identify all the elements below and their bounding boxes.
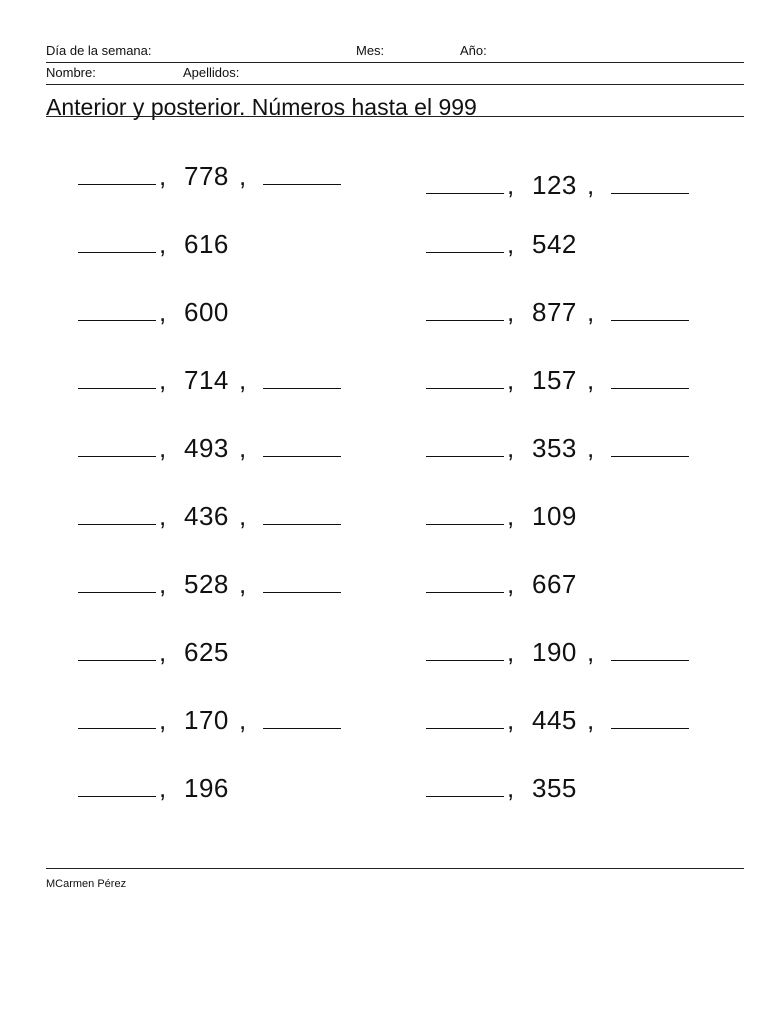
answer-blank-after[interactable] — [263, 524, 341, 525]
given-number: 542 — [532, 229, 577, 259]
comma-separator: , — [587, 297, 595, 327]
answer-blank-after[interactable] — [263, 184, 341, 185]
given-number: 600 — [184, 297, 229, 327]
comma-separator: , — [159, 297, 167, 327]
title-rule — [46, 116, 744, 117]
footer-rule — [46, 868, 744, 869]
given-number: 353 — [532, 433, 577, 463]
answer-blank-after[interactable] — [611, 320, 689, 321]
answer-blank-before[interactable] — [426, 456, 504, 457]
answer-blank-after[interactable] — [263, 592, 341, 593]
exercise-right-5 — [426, 429, 756, 469]
exercise-right-10 — [426, 769, 756, 809]
exercise-left-1 — [78, 157, 408, 197]
comma-separator: , — [587, 637, 595, 667]
given-number: 528 — [184, 569, 229, 599]
exercise-left-8 — [78, 633, 408, 673]
answer-blank-before[interactable] — [78, 660, 156, 661]
answer-blank-before[interactable] — [426, 524, 504, 525]
surname-label: Apellidos: — [183, 65, 240, 80]
answer-blank-after[interactable] — [611, 728, 689, 729]
answer-blank-after[interactable] — [611, 456, 689, 457]
answer-blank-before[interactable] — [78, 388, 156, 389]
comma-separator: , — [239, 705, 247, 735]
given-number: 445 — [532, 705, 577, 735]
answer-blank-before[interactable] — [78, 728, 156, 729]
comma-separator: , — [587, 433, 595, 463]
author-name: MCarmen Pérez — [46, 878, 127, 890]
exercise-right-7 — [426, 565, 756, 605]
answer-blank-after[interactable] — [263, 456, 341, 457]
comma-separator: , — [159, 433, 167, 463]
answer-blank-after[interactable] — [263, 728, 341, 729]
comma-separator: , — [587, 705, 595, 735]
answer-blank-before[interactable] — [78, 252, 156, 253]
comma-separator: , — [587, 170, 595, 200]
exercise-left-5 — [78, 429, 408, 469]
answer-blank-before[interactable] — [426, 592, 504, 593]
exercise-right-8 — [426, 633, 756, 673]
comma-separator: , — [159, 569, 167, 599]
answer-blank-after[interactable] — [611, 388, 689, 389]
comma-separator: , — [507, 569, 515, 599]
given-number: 355 — [532, 773, 577, 803]
comma-separator: , — [159, 705, 167, 735]
answer-blank-before[interactable] — [78, 524, 156, 525]
comma-separator: , — [507, 297, 515, 327]
exercise-left-2 — [78, 225, 408, 265]
day-of-week-label: Día de la semana: — [46, 43, 152, 58]
answer-blank-before[interactable] — [426, 320, 504, 321]
header-rule-middle — [46, 84, 744, 85]
given-number: 616 — [184, 229, 229, 259]
given-number: 196 — [184, 773, 229, 803]
answer-blank-before[interactable] — [426, 728, 504, 729]
header-rule-top — [46, 62, 744, 63]
answer-blank-before[interactable] — [426, 388, 504, 389]
exercise-left-10 — [78, 769, 408, 809]
given-number: 714 — [184, 365, 229, 395]
answer-blank-before[interactable] — [426, 796, 504, 797]
comma-separator: , — [159, 365, 167, 395]
comma-separator: , — [507, 705, 515, 735]
comma-separator: , — [507, 501, 515, 531]
answer-blank-before[interactable] — [426, 660, 504, 661]
answer-blank-before[interactable] — [78, 456, 156, 457]
year-label: Año: — [460, 43, 487, 58]
given-number: 493 — [184, 433, 229, 463]
exercise-left-4 — [78, 361, 408, 401]
comma-separator: , — [239, 501, 247, 531]
comma-separator: , — [507, 433, 515, 463]
given-number: 157 — [532, 365, 577, 395]
given-number: 778 — [184, 161, 229, 191]
comma-separator: , — [239, 569, 247, 599]
comma-separator: , — [159, 637, 167, 667]
answer-blank-before[interactable] — [78, 320, 156, 321]
answer-blank-after[interactable] — [611, 660, 689, 661]
name-label: Nombre: — [46, 65, 96, 80]
given-number: 109 — [532, 501, 577, 531]
comma-separator: , — [239, 161, 247, 191]
exercise-left-7 — [78, 565, 408, 605]
answer-blank-before[interactable] — [426, 193, 504, 194]
exercise-right-9 — [426, 701, 756, 741]
comma-separator: , — [507, 170, 515, 200]
exercise-left-6 — [78, 497, 408, 537]
exercise-right-3 — [426, 293, 756, 333]
answer-blank-before[interactable] — [78, 592, 156, 593]
comma-separator: , — [159, 773, 167, 803]
comma-separator: , — [239, 433, 247, 463]
exercise-right-4 — [426, 361, 756, 401]
comma-separator: , — [507, 229, 515, 259]
worksheet-title: Anterior y posterior. Números hasta el 999 — [46, 94, 477, 120]
given-number: 877 — [532, 297, 577, 327]
given-number: 436 — [184, 501, 229, 531]
given-number: 123 — [532, 170, 577, 200]
exercise-left-9 — [78, 701, 408, 741]
comma-separator: , — [239, 365, 247, 395]
answer-blank-before[interactable] — [78, 796, 156, 797]
comma-separator: , — [507, 637, 515, 667]
given-number: 625 — [184, 637, 229, 667]
comma-separator: , — [159, 229, 167, 259]
answer-blank-before[interactable] — [426, 252, 504, 253]
exercise-left-3 — [78, 293, 408, 333]
comma-separator: , — [159, 501, 167, 531]
comma-separator: , — [507, 365, 515, 395]
answer-blank-after[interactable] — [263, 388, 341, 389]
month-label: Mes: — [356, 43, 385, 58]
given-number: 170 — [184, 705, 229, 735]
comma-separator: , — [587, 365, 595, 395]
answer-blank-before[interactable] — [78, 184, 156, 185]
exercise-right-2 — [426, 225, 756, 265]
given-number: 667 — [532, 569, 577, 599]
exercise-right-6 — [426, 497, 756, 537]
comma-separator: , — [159, 161, 167, 191]
answer-blank-after[interactable] — [611, 193, 689, 194]
given-number: 190 — [532, 637, 577, 667]
exercise-right-1 — [426, 166, 756, 206]
comma-separator: , — [507, 773, 515, 803]
